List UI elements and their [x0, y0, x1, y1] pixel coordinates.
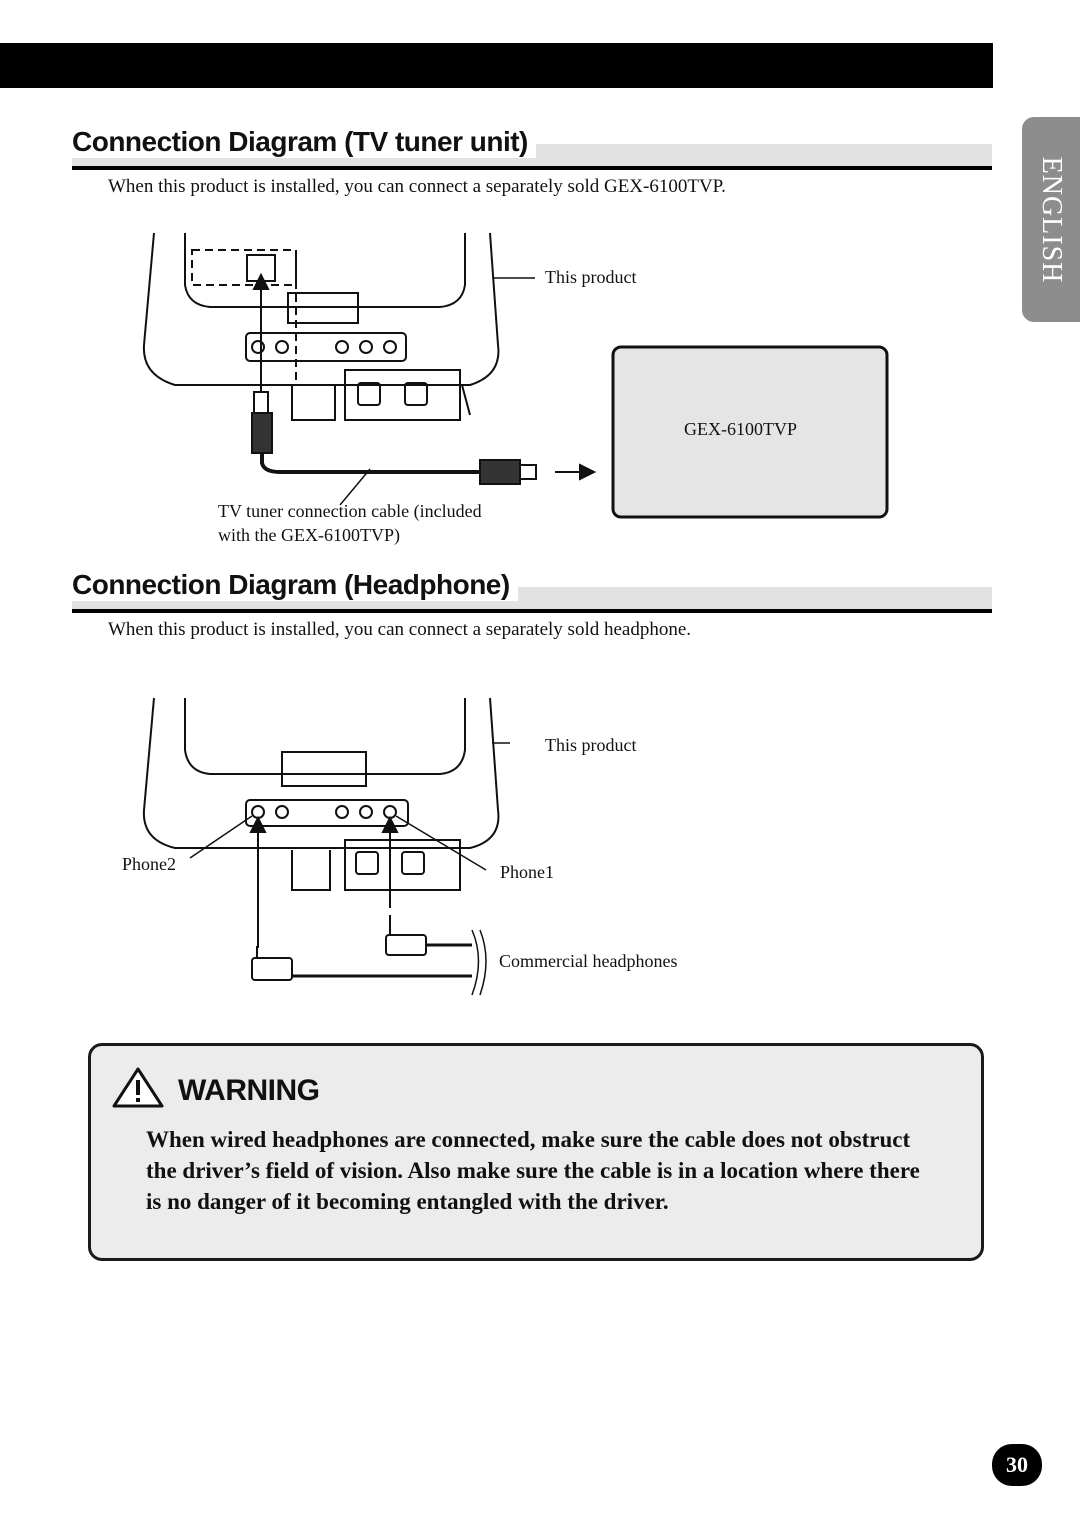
section-intro-headphone: When this product is installed, you can connect a separately sold headphone. [108, 619, 692, 640]
section-title-headphone: Connection Diagram (Headphone) [72, 569, 518, 601]
header-bar [0, 43, 993, 88]
headphone-plug-phone1 [386, 915, 472, 955]
headphone-connection-diagram [130, 690, 510, 1000]
cable-label-line1: TV tuner connection cable (included [218, 501, 482, 521]
page-number: 30 [992, 1444, 1042, 1486]
this-product-label: This product [545, 267, 637, 287]
cable-arrow-up [254, 275, 268, 400]
language-tab-label: ENGLISH [1036, 156, 1067, 284]
section-intro-tv-tuner: When this product is installed, you can connect a separately sold GEX-6100TVP. [108, 176, 726, 197]
warning-heading: WARNING [178, 1074, 320, 1107]
phone2-label: Phone2 [122, 854, 176, 874]
this-product-label: This product [545, 735, 637, 755]
phone1-leader [396, 816, 486, 870]
phone1-label: Phone1 [500, 862, 554, 882]
port-highlight-box [192, 250, 296, 285]
cable-label-line2: with the GEX-6100TVP) [218, 525, 400, 545]
cable-break-mark [472, 930, 486, 995]
tv-tuner-connection-diagram [130, 225, 910, 525]
phone2-plug-arrow [251, 818, 265, 948]
headphone-plug-phone2 [252, 946, 472, 980]
commercial-headphones-label: Commercial headphones [499, 951, 678, 971]
warning-triangle-icon [112, 1066, 164, 1108]
product-unit-outline [144, 698, 499, 890]
section-title-tv-tuner: Connection Diagram (TV tuner unit) [72, 126, 536, 158]
product-unit-outline [144, 233, 499, 420]
phone1-plug-arrow [383, 818, 397, 908]
tuner-unit-label: GEX-6100TVP [684, 419, 797, 439]
cable-label-leader [340, 469, 370, 505]
warning-text: When wired headphones are connected, make sure the cable does not obstruct the driver’s field of vision. Also make sure the cable is in a location where there is no danger of it becoming entangled with the driver. [146, 1127, 920, 1214]
phone2-leader [190, 816, 252, 858]
